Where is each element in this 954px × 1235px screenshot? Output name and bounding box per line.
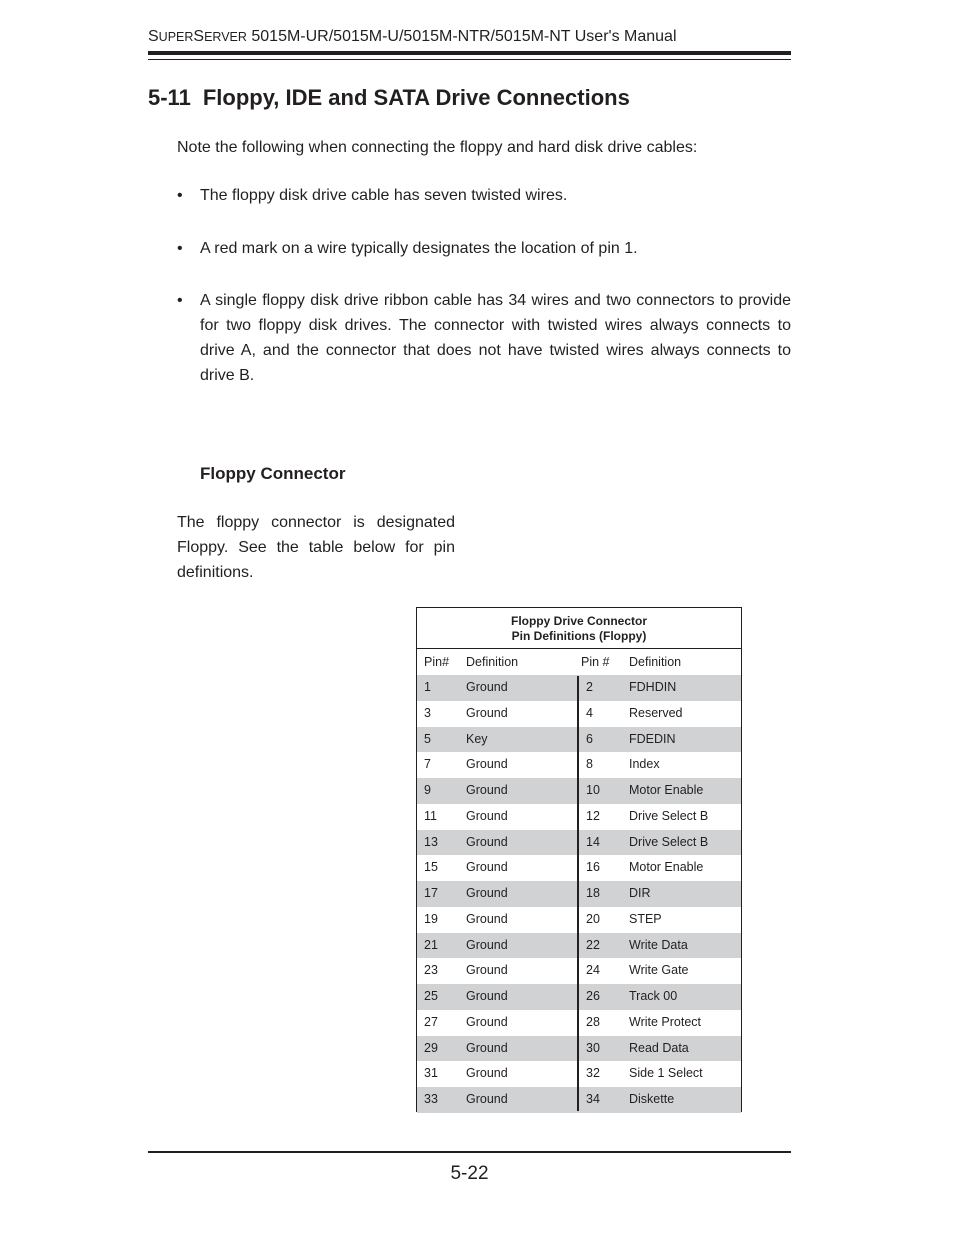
cell-pin-right: 20 [586,911,600,926]
table-row [417,675,741,701]
cell-pin-left: 21 [424,937,438,952]
bullet-text: The floppy disk drive cable has seven twisted wires. [200,187,568,204]
header-brand-erver: ERVER [204,30,247,44]
cell-definition-right: Write Data [629,937,688,952]
footer-rule [148,1151,791,1153]
cell-pin-right: 22 [586,937,600,952]
cell-definition-right: Index [629,757,660,772]
table-row [417,1036,741,1062]
cell-definition-right: Motor Enable [629,860,704,875]
cell-definition-left: Ground [466,705,508,720]
cell-definition-right: STEP [629,911,662,926]
cell-pin-right: 30 [586,1040,600,1055]
section-number: 5-11 [148,85,191,110]
cell-definition-right: DIR [629,886,651,900]
cell-definition-right: Side 1 Select [629,1066,703,1081]
bullet-text: A red mark on a wire typically designates the location of pin 1. [200,240,638,257]
table-row [417,1087,741,1113]
cell-pin-left: 27 [424,1014,438,1029]
cell-definition-left: Ground [466,783,508,797]
cell-pin-right: 24 [586,963,600,978]
cell-definition-left: Ground [466,1014,508,1029]
table-body [417,675,741,1113]
table-row [417,1061,741,1087]
cell-pin-right: 4 [586,705,593,720]
cell-definition-left: Ground [466,680,508,694]
header-rule-thick [148,51,791,55]
cell-pin-right: 12 [586,808,600,823]
cell-pin-left: 3 [424,705,431,720]
cell-pin-left: 15 [424,860,438,875]
cell-definition-left: Ground [466,911,508,926]
cell-definition-right: Read Data [629,1040,689,1055]
cell-definition-left: Ground [466,860,508,875]
table-caption-line1: Floppy Drive Connector [510,614,647,628]
table-row [417,881,741,907]
cell-pin-right: 14 [586,834,600,849]
bullet-text: A single floppy disk drive ribbon cable has 34 wires and two connectors to provide for two floppy disk drives. The connector with twisted wires always connects to drive A, and the connector that does not have twisted wires always connects to drive B. [200,292,791,384]
cell-definition-left: Ground [466,886,508,900]
cell-pin-right: 10 [586,783,600,797]
bullet-item [177,236,791,261]
cell-definition-left: Ground [466,963,508,978]
cell-pin-left: 7 [424,757,431,772]
table-caption [417,608,741,649]
table-row [417,1010,741,1036]
cell-pin-right: 6 [586,731,593,746]
bullet-item [177,288,791,388]
table-row [417,778,741,804]
cell-definition-left: Ground [466,808,508,823]
floppy-connector-paragraph: The floppy connector is designated Floppy. See the table below for pin definitions. [177,514,455,581]
cell-pin-left: 11 [424,808,437,823]
cell-pin-left: 19 [424,911,438,926]
header-brand-s2: S [193,28,205,45]
table-row [417,727,741,753]
table-column-divider [577,676,579,1111]
cell-pin-left: 9 [424,783,431,797]
cell-definition-left: Ground [466,834,508,849]
intro-text: Note the following when connecting the floppy and hard disk drive cables: [177,139,698,156]
bullet-symbol: • [177,292,183,309]
table-row [417,804,741,830]
section-title [148,84,630,112]
cell-definition-left: Ground [466,1040,508,1055]
cell-pin-right: 2 [586,680,593,694]
bullet-symbol: • [177,187,183,204]
cell-pin-left: 1 [424,680,431,694]
column-header-definition-right: Definition [629,655,682,669]
table-row [417,907,741,933]
cell-definition-left: Key [466,731,488,746]
cell-pin-left: 5 [424,731,431,746]
column-header-definition-left: Definition [466,655,519,669]
table-row [417,701,741,727]
cell-definition-right: Drive Select B [629,834,709,849]
column-header-pin-left: Pin# [424,655,450,669]
column-header-pin-right: Pin # [581,655,610,669]
cell-definition-right: FDHDIN [629,680,677,694]
cell-pin-left: 33 [424,1092,438,1106]
floppy-connector-heading: Floppy Connector [200,464,346,483]
header-rule-thin [148,59,791,60]
pin-definition-table [416,607,742,1112]
cell-definition-right: FDEDIN [629,731,676,746]
cell-pin-right: 18 [586,886,600,900]
cell-pin-right: 16 [586,860,600,875]
header-brand-s1: S [148,28,159,45]
header-brand-uper: UPER [158,30,194,44]
table-row [417,933,741,959]
cell-pin-left: 17 [424,886,438,900]
cell-pin-left: 29 [424,1040,438,1055]
table-row [417,984,741,1010]
cell-pin-right: 34 [586,1092,600,1106]
cell-pin-left: 13 [424,834,438,849]
cell-definition-right: Write Gate [629,963,689,978]
table-column-header [417,649,741,675]
cell-pin-right: 26 [586,989,600,1003]
cell-definition-left: Ground [466,1066,508,1081]
table-row [417,752,741,778]
table-row [417,830,741,856]
cell-pin-right: 32 [586,1066,600,1081]
cell-pin-right: 8 [586,757,593,772]
cell-definition-right: Write Protect [629,1014,702,1029]
cell-definition-right: Drive Select B [629,808,709,823]
table-row [417,855,741,881]
running-header [148,26,790,48]
cell-definition-right: Motor Enable [629,783,704,797]
cell-pin-left: 31 [424,1066,438,1081]
bullet-item [177,183,791,208]
cell-definition-right: Reserved [629,705,683,720]
cell-definition-left: Ground [466,937,508,952]
page-number: 5-22 [450,1163,489,1184]
cell-definition-left: Ground [466,989,508,1003]
cell-definition-right: Diskette [629,1092,675,1106]
cell-pin-left: 23 [424,963,438,978]
cell-definition-right: Track 00 [629,989,678,1003]
table-row [417,958,741,984]
cell-definition-left: Ground [466,757,508,772]
bullet-symbol: • [177,240,183,257]
cell-definition-left: Ground [466,1092,508,1106]
table-caption-line2: Pin Definitions (Floppy) [511,629,647,643]
section-title-text: Floppy, IDE and SATA Drive Connections [202,85,630,110]
cell-pin-right: 28 [586,1014,600,1029]
header-title-rest: 5015M-UR/5015M-U/5015M-NTR/5015M-NT User's Manual [246,28,677,45]
cell-pin-left: 25 [424,989,438,1003]
